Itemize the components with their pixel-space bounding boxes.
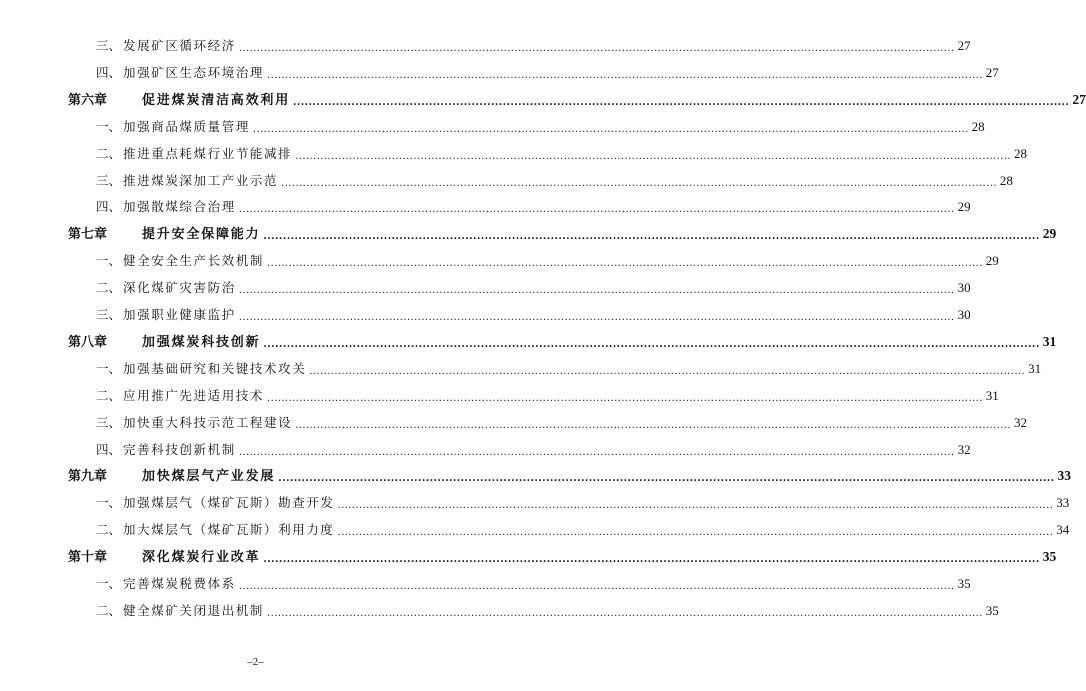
toc-dot-leader: ........................................................................................................................................................................................................ <box>337 527 1054 539</box>
toc-entry-number: 第九章 <box>68 469 108 485</box>
toc-entry-number: 一、 <box>96 360 122 376</box>
toc-dot-leader: ........................................................................................................................................................................................................ <box>238 43 955 54</box>
toc-entry-title: 促进煤炭清洁高效利用 <box>142 92 291 108</box>
toc-entry-page: 29 <box>985 253 999 269</box>
toc-entry-number: 第六章 <box>68 92 108 108</box>
toc-entry-title: 加大煤层气（煤矿瓦斯）利用力度 <box>123 522 335 538</box>
toc-section-entry[interactable] <box>96 601 999 621</box>
toc-entry-page: 35 <box>957 576 971 591</box>
toc-entry-page: 34 <box>1056 522 1070 538</box>
toc-dot-leader: ........................................................................................................................................................................................................ <box>238 581 955 592</box>
toc-dot-leader: ........................................................................................................................................................................................................ <box>309 365 1026 377</box>
toc-dot-leader: ........................................................................................................................................................................................................ <box>263 338 1040 350</box>
toc-entry-number: 二、 <box>96 522 122 538</box>
toc-section-entry[interactable] <box>96 278 971 298</box>
toc-dot-leader: ........................................................................................................................................................................................................ <box>252 123 969 135</box>
toc-entry-title: 发展矿区循环经济 <box>123 38 236 53</box>
toc-entry-number: 三、 <box>96 38 122 53</box>
toc-section-entry[interactable] <box>96 117 985 137</box>
toc-dot-leader: ........................................................................................................................................................................................................ <box>238 285 955 297</box>
toc-chapter-entry[interactable] <box>68 466 1071 486</box>
toc-entry-page: 31 <box>1028 360 1042 376</box>
toc-entry-page: 27 <box>1072 91 1086 107</box>
toc-entry-page: 28 <box>1013 145 1027 161</box>
toc-entry-page: 27 <box>985 64 999 80</box>
toc-dot-leader: ........................................................................................................................................................................................................ <box>263 231 1040 243</box>
toc-entry-page: 33 <box>1056 495 1070 511</box>
toc-entry-title: 推进煤炭深加工产业示范 <box>123 172 279 188</box>
toc-section-entry[interactable] <box>96 359 1042 379</box>
toc-entry-number: 四、 <box>96 199 122 215</box>
toc-entry-number: 四、 <box>96 441 122 457</box>
toc-entry-number: 一、 <box>96 118 122 134</box>
toc-entry-number: 一、 <box>96 253 122 269</box>
toc-entry-title: 深化煤矿灾害防治 <box>123 280 236 296</box>
toc-dot-leader: ........................................................................................................................................................................................................ <box>293 96 1070 108</box>
toc-dot-leader: ........................................................................................................................................................................................................ <box>263 554 1040 566</box>
toc-entry-title: 加强职业健康监护 <box>123 307 236 322</box>
toc-entry-title: 加强散煤综合治理 <box>123 199 236 215</box>
toc-dot-leader: ........................................................................................................................................................................................................ <box>281 177 997 189</box>
toc-entry-page: 30 <box>957 280 971 296</box>
toc-entry-number: 第七章 <box>68 227 108 243</box>
toc-section-entry[interactable] <box>96 305 971 325</box>
toc-section-entry[interactable] <box>96 251 999 271</box>
toc-entry-title: 深化煤炭行业改革 <box>142 550 261 566</box>
toc-dot-leader: ........................................................................................................................................................................................................ <box>295 419 1011 431</box>
toc-entry-page: 31 <box>985 387 999 403</box>
toc-entry-page: 30 <box>957 307 971 322</box>
toc-entry-number: 四、 <box>96 64 122 80</box>
toc-entry-page: 28 <box>971 118 985 134</box>
toc-entry-number: 二、 <box>96 602 122 618</box>
toc-section-entry[interactable] <box>96 520 1070 540</box>
toc-entry-title: 推进重点耗煤行业节能减排 <box>123 145 293 161</box>
toc-entry-title: 加强基础研究和关键技术攻关 <box>123 360 307 376</box>
toc-section-entry[interactable] <box>96 36 971 56</box>
toc-section-entry[interactable] <box>96 144 1027 164</box>
toc-entry-number: 一、 <box>96 576 122 591</box>
toc-dot-leader: ........................................................................................................................................................................................................ <box>267 69 983 81</box>
toc-entry-page: 35 <box>1042 549 1057 565</box>
toc-entry-title: 加强煤炭科技创新 <box>142 334 261 350</box>
toc-entry-page: 32 <box>1013 414 1027 430</box>
toc-dot-leader: ........................................................................................................................................................................................................ <box>238 312 955 323</box>
toc-entry-title: 完善科技创新机制 <box>123 441 236 457</box>
toc-entry-page: 35 <box>985 602 999 618</box>
toc-entry-number: 第十章 <box>68 550 108 566</box>
toc-entry-number: 三、 <box>96 414 122 430</box>
toc-section-entry[interactable] <box>96 197 971 217</box>
toc-entry-number: 三、 <box>96 307 122 322</box>
toc-entry-page: 27 <box>957 38 971 53</box>
toc-dot-leader: ........................................................................................................................................................................................................ <box>267 392 983 404</box>
toc-entry-title: 加快煤层气产业发展 <box>142 469 276 485</box>
toc-entry-number: 二、 <box>96 387 122 403</box>
toc-dot-leader: ........................................................................................................................................................................................................ <box>295 150 1011 162</box>
toc-section-entry[interactable] <box>96 386 999 406</box>
toc-dot-leader: ........................................................................................................................................................................................................ <box>238 204 955 216</box>
toc-entry-page: 29 <box>1042 226 1057 242</box>
toc-entry-number: 三、 <box>96 172 122 188</box>
toc-entry-title: 加强煤层气（煤矿瓦斯）勘查开发 <box>123 495 335 511</box>
toc-entry-number: 一、 <box>96 495 122 511</box>
toc-entry-number: 第八章 <box>68 334 108 350</box>
toc-section-entry[interactable] <box>96 440 971 460</box>
toc-entry-page: 33 <box>1057 468 1071 484</box>
toc-chapter-entry[interactable] <box>68 90 1086 110</box>
toc-section-entry[interactable] <box>96 574 971 594</box>
page-number: –2– <box>247 656 264 668</box>
toc-chapter-entry[interactable] <box>68 547 1057 567</box>
toc-dot-leader: ........................................................................................................................................................................................................ <box>238 446 955 458</box>
toc-dot-leader: ........................................................................................................................................................................................................ <box>267 607 983 619</box>
toc-chapter-entry[interactable] <box>68 224 1057 244</box>
toc-entry-page: 31 <box>1042 333 1057 349</box>
toc-entry-title: 提升安全保障能力 <box>142 227 261 243</box>
toc-entry-number: 二、 <box>96 145 122 161</box>
toc-entry-title: 加快重大科技示范工程建设 <box>123 414 293 430</box>
toc-section-entry[interactable] <box>96 63 999 83</box>
toc-entry-title: 健全安全生产长效机制 <box>123 253 265 269</box>
toc-section-entry[interactable] <box>96 413 1027 433</box>
toc-section-entry[interactable] <box>96 493 1070 513</box>
toc-entry-title: 应用推广先进适用技术 <box>123 387 265 403</box>
toc-dot-leader: ........................................................................................................................................................................................................ <box>278 473 1055 485</box>
toc-entry-title: 健全煤矿关闭退出机制 <box>123 602 265 618</box>
toc-entry-title: 加强矿区生态环境治理 <box>123 64 265 80</box>
toc-chapter-entry[interactable] <box>68 332 1057 352</box>
toc-entry-number: 二、 <box>96 280 122 296</box>
toc-dot-leader: ........................................................................................................................................................................................................ <box>337 500 1054 512</box>
toc-dot-leader: ........................................................................................................................................................................................................ <box>267 258 983 270</box>
toc-entry-page: 28 <box>999 172 1013 188</box>
toc-entry-title: 加强商品煤质量管理 <box>123 118 250 134</box>
toc-entry-page: 32 <box>957 441 971 457</box>
toc-entry-page: 29 <box>957 199 971 215</box>
toc-section-entry[interactable] <box>96 171 1013 191</box>
toc-entry-title: 完善煤炭税费体系 <box>123 576 236 591</box>
